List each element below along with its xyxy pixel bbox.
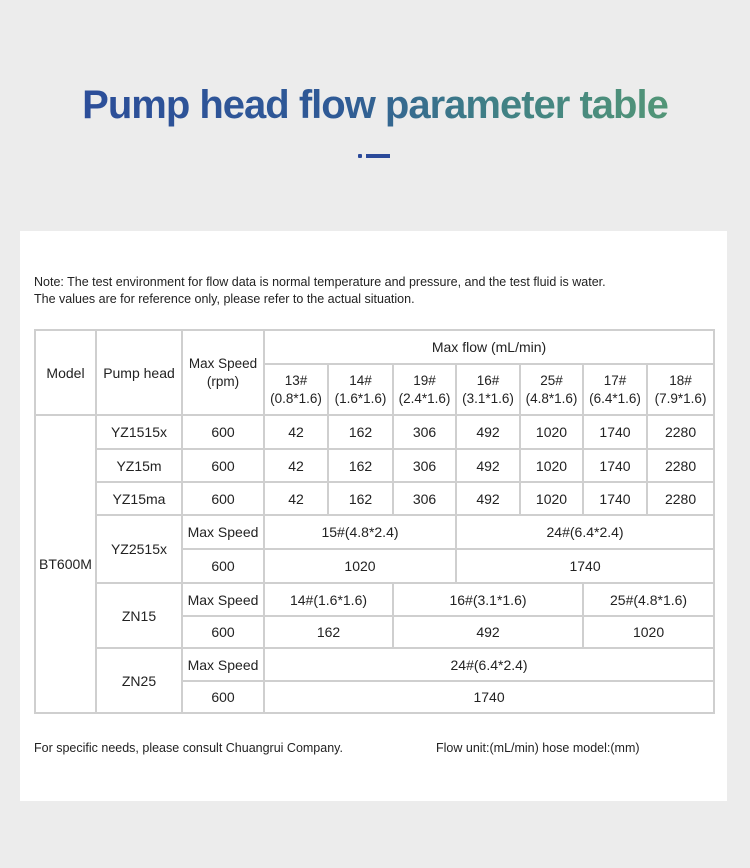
- flow-cell: 42: [264, 415, 328, 449]
- hose-cell: 24#(6.4*2.4): [264, 648, 714, 681]
- hose-num: 14#: [349, 372, 372, 388]
- footer-unit-note: Flow unit:(mL/min) hose model:(mm): [436, 741, 640, 755]
- hose-size: (3.1*1.6): [462, 390, 514, 406]
- speed-label-cell: Max Speed: [182, 515, 264, 549]
- hose-size: (7.9*1.6): [654, 390, 707, 406]
- flow-cell: 1740: [264, 681, 714, 713]
- content-card: [20, 231, 727, 801]
- hose-header: [456, 364, 520, 415]
- page-title: Pump head flow parameter table: [0, 80, 750, 130]
- hose-num: 16#: [476, 372, 500, 388]
- flow-cell: 492: [456, 449, 520, 482]
- hose-size: (0.8*1.6): [270, 390, 322, 406]
- decoration-bar: [366, 154, 390, 158]
- hose-size: (4.8*1.6): [525, 390, 578, 406]
- table-row: [35, 415, 714, 449]
- hose-size: (6.4*1.6): [589, 390, 641, 406]
- flow-cell: 306: [393, 415, 456, 449]
- pump-head-cell: YZ15ma: [96, 482, 182, 515]
- hose-cell: 16#(3.1*1.6): [393, 583, 583, 616]
- table-row: [35, 648, 714, 681]
- flow-parameter-table: [34, 329, 715, 714]
- flow-cell: 492: [456, 482, 520, 515]
- model-cell: BT600M: [35, 415, 96, 713]
- footer-consult-note: For specific needs, please consult Chuangrui Company.: [34, 741, 343, 755]
- flow-cell: 306: [393, 482, 456, 515]
- flow-cell: 2280: [647, 415, 714, 449]
- header-max-speed: [182, 330, 264, 415]
- note-line-2: The values are for reference only, please refer to the actual situation.: [34, 292, 415, 306]
- speed-label-cell: Max Speed: [182, 583, 264, 616]
- flow-cell: 42: [264, 482, 328, 515]
- table-row: [35, 482, 714, 515]
- flow-cell: 1740: [583, 482, 647, 515]
- flow-cell: 1020: [520, 449, 583, 482]
- flow-cell: 1020: [264, 549, 456, 583]
- speed-label-cell: Max Speed: [182, 648, 264, 681]
- table-row: [35, 583, 714, 616]
- flow-cell: 1020: [520, 415, 583, 449]
- flow-cell: 492: [456, 415, 520, 449]
- speed-cell: 600: [182, 616, 264, 648]
- hose-header: [393, 364, 456, 415]
- flow-cell: 42: [264, 449, 328, 482]
- hose-cell: 25#(4.8*1.6): [583, 583, 714, 616]
- header-rpm-label: (rpm): [206, 373, 240, 389]
- hose-header: [328, 364, 393, 415]
- pump-head-cell: ZN25: [96, 648, 182, 713]
- hose-size: (1.6*1.6): [334, 390, 387, 406]
- flow-cell: 162: [328, 449, 393, 482]
- pump-head-cell: YZ1515x: [96, 415, 182, 449]
- flow-cell: 2280: [647, 482, 714, 515]
- hose-header: [647, 364, 714, 415]
- hose-size: (2.4*1.6): [398, 390, 451, 406]
- table-row: [35, 515, 714, 549]
- pump-head-cell: YZ15m: [96, 449, 182, 482]
- header-model: Model: [35, 330, 96, 415]
- flow-cell: 1020: [583, 616, 714, 648]
- speed-cell: 600: [182, 549, 264, 583]
- flow-cell: 1740: [583, 415, 647, 449]
- hose-cell: 15#(4.8*2.4): [264, 515, 456, 549]
- hose-header: [264, 364, 328, 415]
- hose-num: 19#: [413, 372, 436, 388]
- hose-num: 17#: [603, 372, 627, 388]
- speed-cell: 600: [182, 449, 264, 482]
- flow-cell: 1740: [456, 549, 714, 583]
- header-max-speed-label: Max Speed: [188, 355, 258, 371]
- flow-cell: 1740: [583, 449, 647, 482]
- note-line-1: Note: The test environment for flow data is normal temperature and pressure, and the test fluid is water.: [34, 275, 606, 289]
- flow-cell: 2280: [647, 449, 714, 482]
- flow-cell: 162: [264, 616, 393, 648]
- table-row: [35, 449, 714, 482]
- flow-cell: 492: [393, 616, 583, 648]
- header-max-flow: Max flow (mL/min): [264, 330, 714, 364]
- pump-head-cell: YZ2515x: [96, 515, 182, 583]
- flow-cell: 306: [393, 449, 456, 482]
- hose-header: [583, 364, 647, 415]
- hose-header: [520, 364, 583, 415]
- hose-num: 25#: [540, 372, 563, 388]
- speed-cell: 600: [182, 482, 264, 515]
- hose-cell: 14#(1.6*1.6): [264, 583, 393, 616]
- hose-num: 18#: [669, 372, 692, 388]
- decoration-dot: [358, 154, 362, 158]
- flow-cell: 162: [328, 482, 393, 515]
- note: [34, 274, 606, 308]
- hose-cell: 24#(6.4*2.4): [456, 515, 714, 549]
- speed-cell: 600: [182, 415, 264, 449]
- hose-num: 13#: [284, 372, 308, 388]
- flow-cell: 1020: [520, 482, 583, 515]
- flow-cell: 162: [328, 415, 393, 449]
- header-pump-head: Pump head: [96, 330, 182, 415]
- pump-head-cell: ZN15: [96, 583, 182, 648]
- speed-cell: 600: [182, 681, 264, 713]
